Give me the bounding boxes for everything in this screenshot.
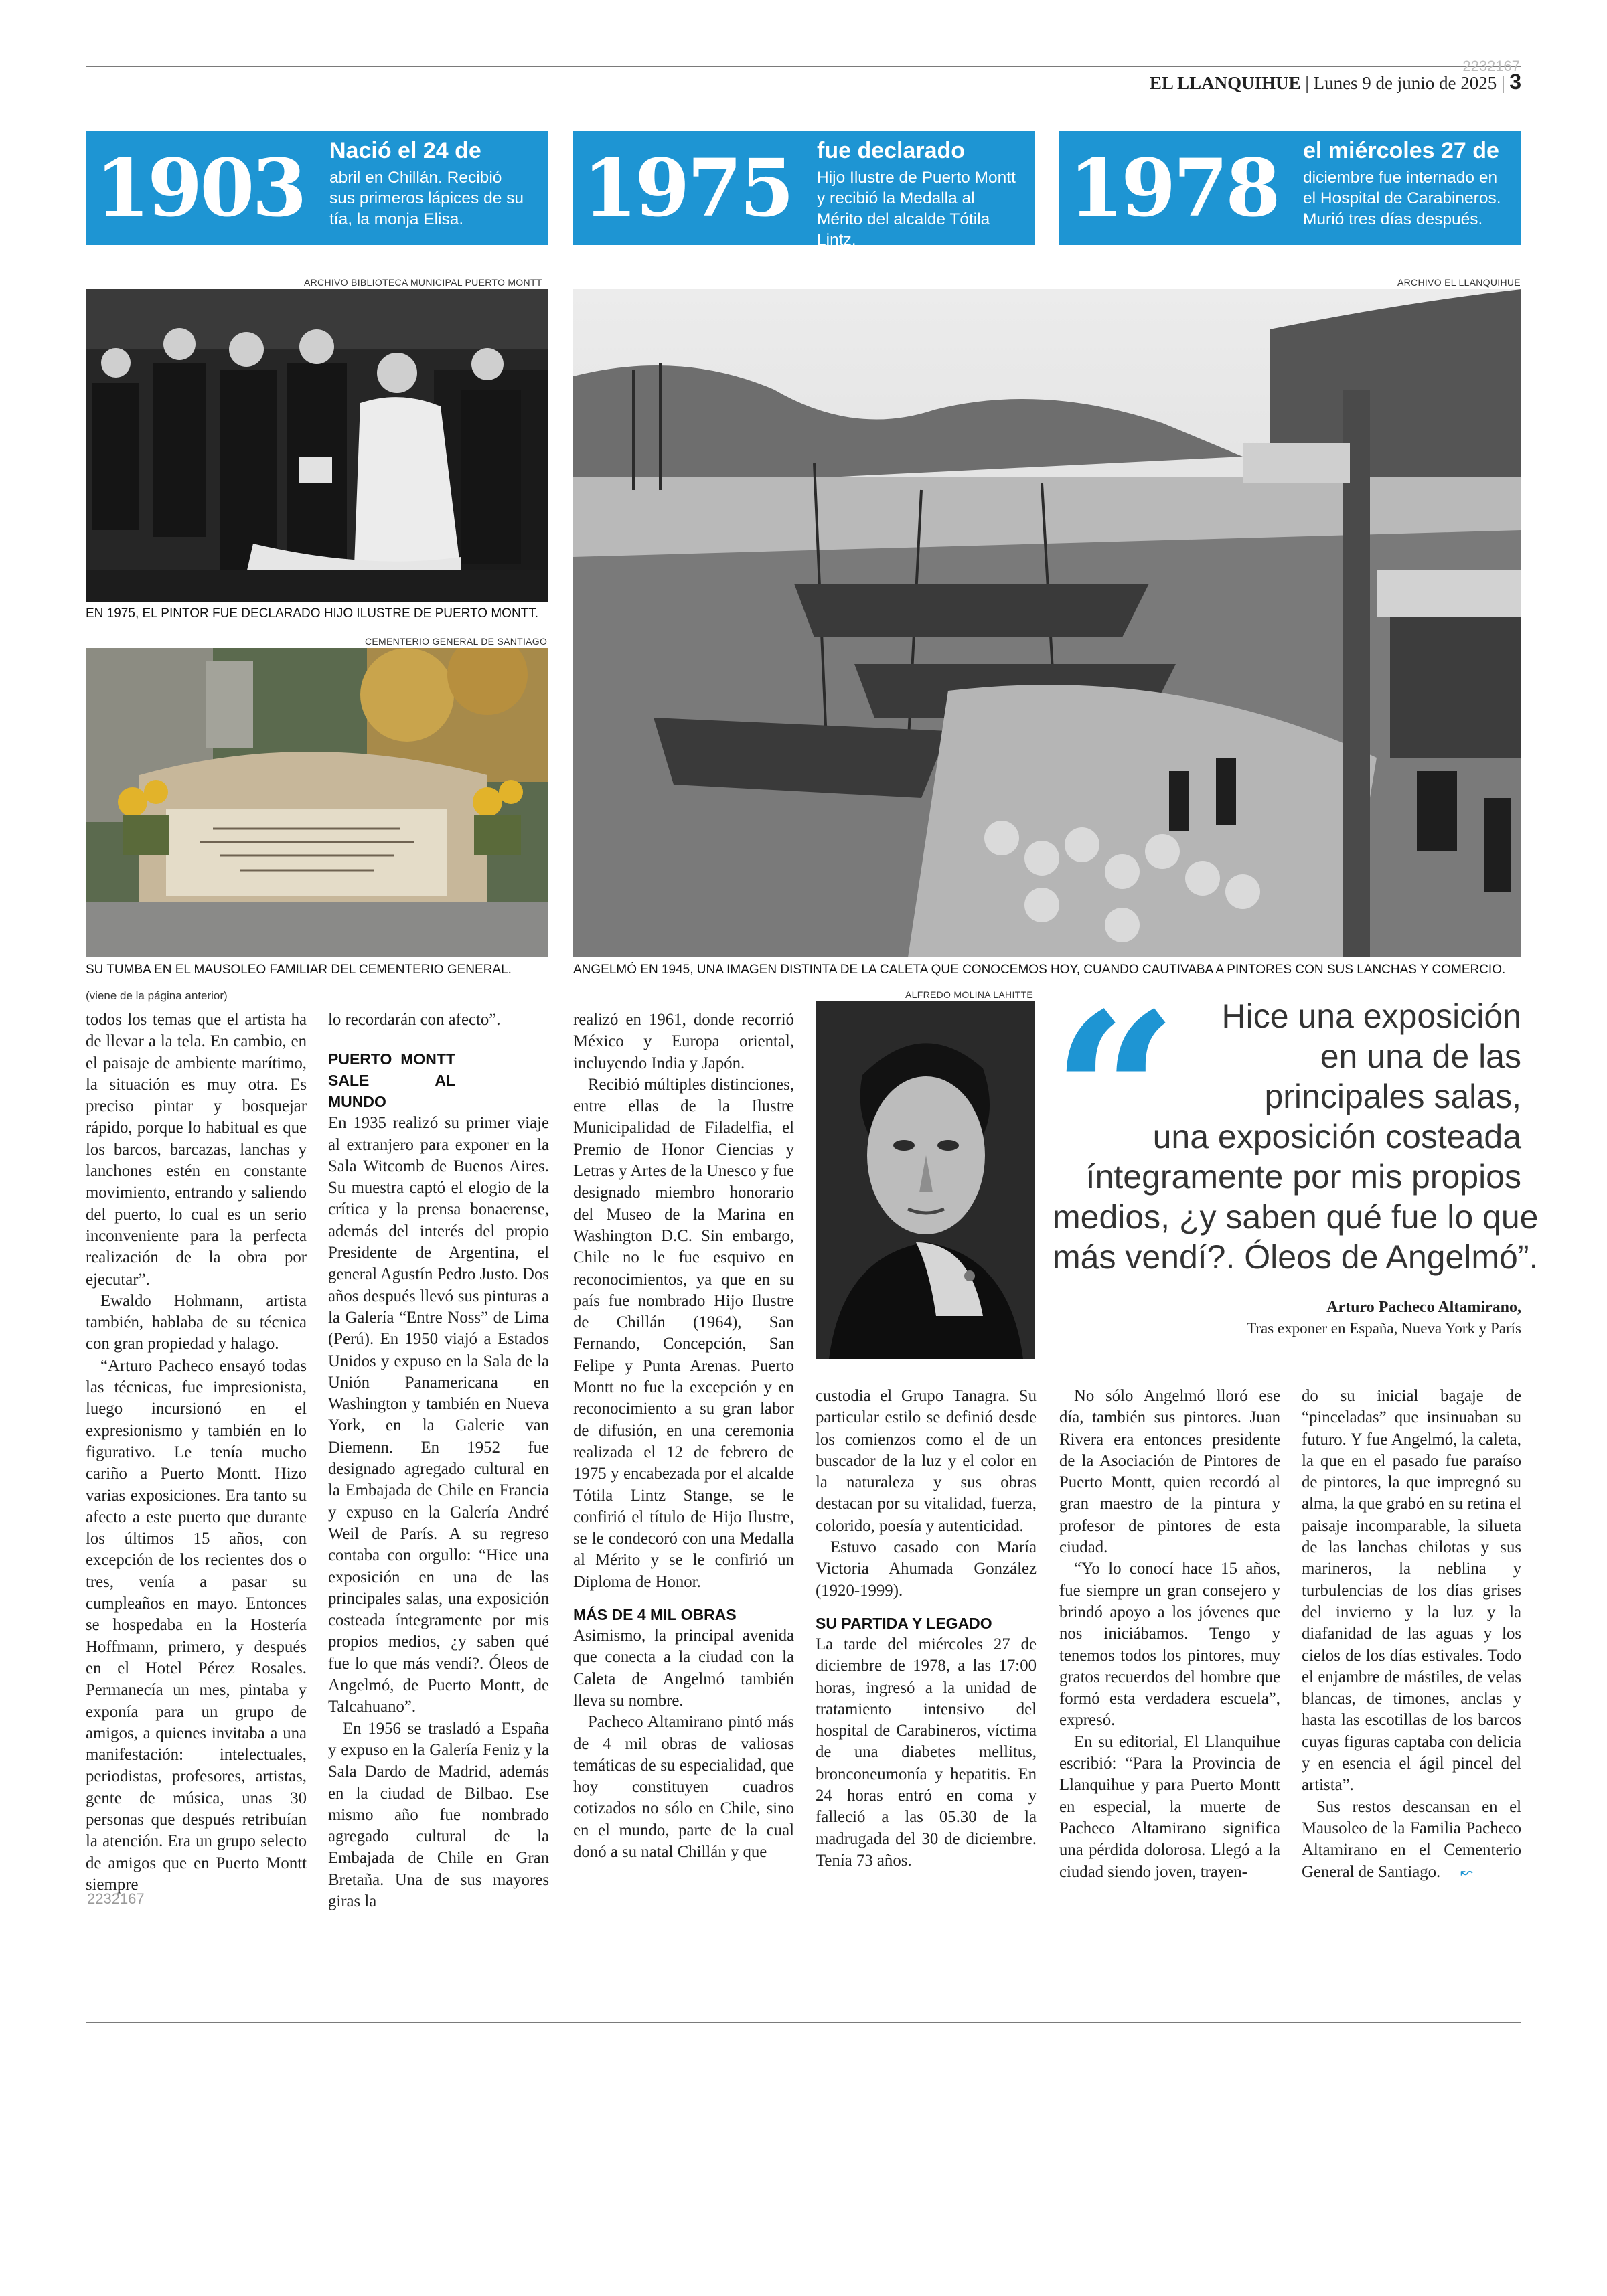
timeline-box-1978 [1059, 131, 1521, 245]
masthead: EL LLANQUIHUE | Lunes 9 de junio de 2025 | 3 [1149, 70, 1521, 94]
paragraph: do su inicial bagaje de “pinceladas” que insinuaban su futuro. Y fue Angelmó, la caleta, la que en el pasado fue paraíso de pintores, la que impregnó su alma, la que grabó en su retina el paisaje incomparable, la silueta de las lanchas chilotas y sus marineros, la neblina y turbulencias de los días grises del invierno y la luz y la diafanidad de las aguas y los cielos de los días estivales. Todo el enjambre de mástiles, de velas blancas, de timones, anclas y hasta las escotillas de los barcos cuyas figuras captaba con delicia y en esencia el ágil pincel del artista”. [1302, 1387, 1521, 1795]
article-column-3 [573, 1009, 794, 1863]
subheading: MÁS DE 4 MIL OBRAS [573, 1606, 737, 1624]
paragraph: Asimismo, la principal avenida que conecta a la ciudad con la Caleta de Angelmó también lleva su nombre. [573, 1627, 794, 1710]
paragraph: No sólo Angelmó lloró ese día, también sus pintores. Juan Rivera era entonces presidente de la Asociación de Pintores de Puerto Montt, quien recordó al gran maestro de la pintura y profesor de pintores de esta ciudad. [1059, 1387, 1280, 1557]
timeline-box-1903 [86, 131, 548, 245]
harbor-photo [573, 289, 1521, 957]
paragraph: La tarde del miércoles 27 de diciembre de 1978, a las 17:00 horas, ingresó a la unidad de tratamiento intensivo del hospital de Carabineros, víctima de una diabetes mellitus, bronconeumonía y hepatitis. En 24 horas entró en coma y falleció a las 05.30 de la madrugada del 30 de diciembre. Tenía 73 años. [816, 1635, 1037, 1870]
edition-code: 2232167 [1462, 58, 1520, 74]
timeline-text: Hijo Ilustre de Puerto Montt y recibió la Medalla al Mérito del alcalde Tótila Lintz. [817, 169, 1016, 249]
caption-tomb: SU TUMBA EN EL MAUSOLEO FAMILIAR DEL CEMENTERIO GENERAL. [86, 963, 512, 977]
page-number: 3 [1509, 70, 1521, 94]
paragraph: En su editorial, El Llanquihue escribió: “Para la Provincia de Llanquihue y para Puerto Montt en especial, la muerte de Pacheco Altamirano significa una pérdida dolorosa. Llegó a la ciudad siendo joven, trayen- [1059, 1732, 1280, 1881]
quote-line: Hice una exposición [1221, 997, 1521, 1035]
paragraph: Pacheco Altamirano pintó más de 4 mil obras de valiosas temáticas de su especialidad, que hoy constituyen cuadros cotizados no sólo en Chile, sino en el mundo, parte de la cual donó a su natal Chillán y que [573, 1713, 794, 1861]
article-column-6 [1302, 1386, 1521, 1883]
end-of-article-icon: ↜ [1460, 1863, 1473, 1880]
paragraph: Estuvo casado con María Victoria Ahumada González (1920-1999). [816, 1538, 1037, 1600]
paragraph: custodia el Grupo Tanagra. Su particular estilo se definió desde los comienzos como el de un buscador de la luz y el color en la naturaleza y sus obras destacan por su vitalidad, fuerza, colorido, poesía y autenticidad. [816, 1387, 1037, 1535]
quote-line: en una de las [1320, 1038, 1521, 1075]
article-column-2 [328, 1009, 549, 1912]
quote-line: medios, ¿y saben qué fue lo que [1053, 1198, 1539, 1236]
article-column-1 [86, 1009, 307, 1896]
tomb-photo [86, 648, 548, 957]
timeline-text: diciembre fue internado en el Hospital de Carabineros. Murió tres días después. [1303, 169, 1501, 228]
timeline-text: abril en Chillán. Recibió sus primeros lápices de su tía, la monja Elisa. [329, 169, 524, 228]
paragraph: todos los temas que el artista ha de llevar a la tela. En cambio, en el paisaje de ambiente marítimo, la situación es muy otra. Es preciso pintar y bosquejar rápido, porque lo habitual es que los barcos, barcazas, lanchas y lanchones estén en constante movimiento, entrando y saliendo del puerto, lo cual es un serio inconveniente para la perfecta realización de la obra por ejecutar”. [86, 1011, 307, 1289]
timeline-year: 1903 [95, 141, 305, 234]
portrait-photo [816, 1001, 1035, 1359]
pull-quote [1053, 996, 1539, 1277]
subheading: SU PARTIDA Y LEGADO [816, 1614, 992, 1632]
timeline-headline: Nació el 24 de [329, 138, 481, 163]
paragraph: En 1935 realizó su primer viaje al extranjero para exponer en la Sala Witcomb de Buenos Aires. Su muestra captó el elogio de la crítica y la prensa bonaerense, además del interés del propio Presidente de Argentina, el general Agustín Pedro Justo. Dos años después llevó sus pinturas a la Galería “Entre Noss” de Lima (Perú). En 1950 viajó a Estados Unidos y expuso en la Sala de la Unión Panamericana en Washington y también en Nueva York, en la Galerie van Diemenn. En 1952 fue designado agregado cultural en la Embajada de Chile en Francia y expuso en la Galería André Weil de París. A su regreso contaba con orgullo: “Hice una exposición en una de las principales salas, una exposición costeada íntegramente por mis propios medios, ¿y saben qué fue lo que más vendí?. Óleos de Angelmó, de Puerto Montt, de Talcahuano”. [328, 1114, 549, 1716]
timeline-headline: fue declarado [817, 138, 966, 163]
caption-harbor: ANGELMÓ EN 1945, UNA IMAGEN DISTINTA DE LA CALETA QUE CONOCEMOS HOY, CUANDO CAUTIVABA A PINTORES CON SUS LANCHAS Y COMERCIO. [573, 963, 1506, 977]
photo-credit-harbor: ARCHIVO EL LLANQUIHUE [1397, 277, 1521, 288]
photo-credit-portrait: ALFREDO MOLINA LAHITTE [905, 989, 1033, 1000]
ceremony-photo [86, 289, 548, 602]
edition-code-bottom: 2232167 [87, 1890, 145, 1907]
publication-date: Lunes 9 de junio de 2025 [1313, 73, 1497, 93]
quote-line: principales salas, [1264, 1078, 1521, 1115]
photo-credit-ceremony: ARCHIVO BIBLIOTECA MUNICIPAL PUERTO MONTT [304, 277, 542, 288]
bottom-rule [86, 2022, 1521, 2023]
timeline-box-1975 [573, 131, 1035, 249]
timeline-year: 1975 [583, 141, 792, 234]
paragraph-text: Sus restos descansan en el Mausoleo de la Familia Pacheco Altamirano en el Cementerio General de Santiago. [1302, 1797, 1521, 1881]
paragraph: realizó en 1961, donde recorrió México y Europa oriental, incluyendo India y Japón. [573, 1011, 794, 1072]
continued-note: (viene de la página anterior) [86, 989, 228, 1002]
paragraph [1302, 1797, 1521, 1883]
timeline-year: 1978 [1069, 141, 1278, 234]
timeline-headline: el miércoles 27 de [1303, 138, 1499, 163]
quote-mark-icon: “ [1051, 965, 1178, 1224]
paragraph: lo recordarán con afecto”. [328, 1011, 501, 1029]
quote-line: íntegramente por mis propios [1085, 1158, 1521, 1196]
photo-credit-tomb: CEMENTERIO GENERAL DE SANTIAGO [365, 636, 548, 647]
article-column-5 [1059, 1386, 1280, 1883]
top-rule [86, 66, 1521, 67]
paragraph: Ewaldo Hohmann, artista también, hablaba de su técnica con gran propiedad y halago. [86, 1291, 307, 1354]
paragraph: “Yo lo conocí hace 15 años, fue siempre un gran consejero y brindó apoyo a los jóvenes que nos iniciábamos. Tengo y tenemos todos los pintores, muy gratos recuerdos del hombre que formó esta verdadera escuela”, expresó. [1059, 1560, 1280, 1730]
quote-line: más vendí?. Óleos de Angelmó”. [1053, 1238, 1539, 1276]
paragraph: “Arturo Pacheco ensayó todas las técnicas, fue impresionista, luego incursionó en el expresionismo y también en lo figurativo. Le tenía mucho cariño a Puerto Montt. Hizo varias exposiciones. Era tanto su afecto a este puerto que durante los últimos 15 años, con excepción de los recientes dos o tres, venía a pasar su cumpleaños en mayo. Entonces se hospedaba en la Hostería Hoffmann, primero, y después en el Hotel Pérez Rosales. Permanecía un mes, pintaba y exponía para un grupo de amigos, a quienes invitaba a una manifestación: intelectuales, periodistas, profesores, artistas, gente de música, unas 30 personas que después retribuían la atención. Era un grupo selecto de amigos que en Puerto Montt siempre [86, 1356, 307, 1894]
subheading: PUERTO MONTT SALE AL MUNDO [328, 1050, 455, 1111]
quote-author: Arturo Pacheco Altamirano, [1326, 1299, 1521, 1316]
article-column-4 [816, 1386, 1037, 1872]
publication-name: EL LLANQUIHUE [1149, 73, 1301, 93]
quote-author-role: Tras exponer en España, Nueva York y París [1247, 1320, 1521, 1337]
caption-ceremony: EN 1975, EL PINTOR FUE DECLARADO HIJO ILUSTRE DE PUERTO MONTT. [86, 606, 539, 621]
paragraph: En 1956 se trasladó a España y expuso en la Galería Feniz y la Sala Dardo de Madrid, además en la ciudad de Bilbao. Ese mismo año fue nombrado agregado cultural de la Embajada de Chile en Gran Bretaña. Una de sus mayores giras la [328, 1719, 549, 1910]
paragraph: Recibió múltiples distinciones, entre ellas de la Ilustre Municipalidad de Filadelfia, el Premio de Honor Ciencias y Letras y Artes de la Unesco y fue designado miembro honorario del Museo de la Marina en Washington D.C. Sin embargo, Chile no le fue esquivo en reconocimientos, ya que en su país fue nombrado Hijo Ilustre de Chillán (1964), San Fernando, Concepción, San Felipe y Punta Arenas. Puerto Montt no fue la excepción y en reconocimiento a su gran labor de difusión, en una ceremonia realizada el 12 de febrero de 1975 y encabezada por el alcalde Tótila Lintz Stange, se le confirió el título de Hijo Ilustre, se le condecoró con una Medalla al Mérito y se le confirió un Diploma de Honor. [573, 1075, 794, 1591]
quote-line: una exposición costeada [1152, 1118, 1521, 1155]
